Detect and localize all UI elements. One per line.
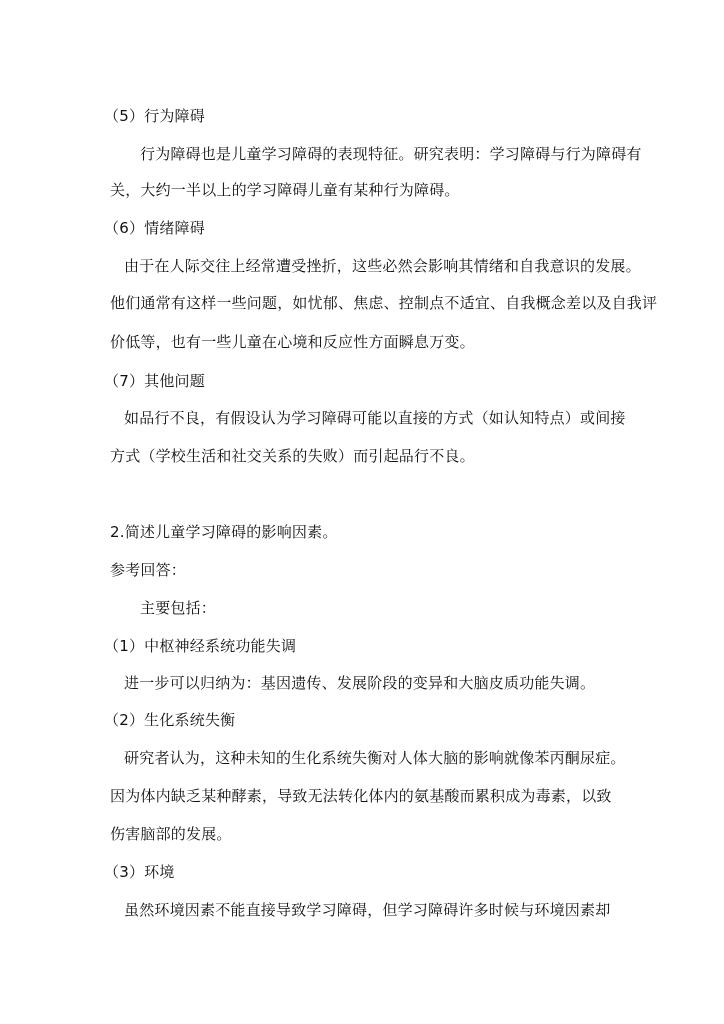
factor2-body-line-3: 伤害脑部的发展。 — [110, 825, 232, 843]
factor1-heading: （1）中枢神经系统功能失调 — [104, 637, 297, 655]
factor1-body: 进一步可以归纳为：基因遗传、发展阶段的变异和大脑皮质功能失调。 — [124, 674, 596, 692]
item5-body-line-1: 行为障碍也是儿童学习障碍的表现特征。研究表明：学习障碍与行为障碍有 — [140, 145, 642, 163]
question-title: 2.简述儿童学习障碍的影响因素。 — [110, 523, 338, 541]
item7-body-line-2: 方式（学校生活和社交关系的失败）而引起品行不良。 — [110, 447, 475, 465]
item6-body-line-3: 价低等，也有一些儿童在心境和反应性方面瞬息万变。 — [110, 333, 475, 351]
item7-heading: （7）其他问题 — [104, 372, 205, 390]
factor2-body-line-2: 因为体内缺乏某种酵素，导致无法转化体内的氨基酸而累积成为毒素，以致 — [110, 787, 612, 805]
answer-label: 参考回答： — [110, 561, 187, 579]
item7-body-line-1: 如品行不良，有假设认为学习障碍可能以直接的方式（如认知特点）或间接 — [124, 409, 626, 427]
answer-intro: 主要包括： — [140, 599, 217, 617]
item6-body-line-2: 他们通常有这样一些问题，如忧郁、焦虑、控制点不适宜、自我概念差以及自我评 — [110, 294, 658, 312]
item5-heading: （5）行为障碍 — [104, 107, 205, 125]
factor3-heading: （3）环境 — [104, 863, 175, 881]
item5-body-line-2: 关，大约一半以上的学习障碍儿童有某种行为障碍。 — [110, 181, 460, 199]
factor2-body-line-1: 研究者认为，这种未知的生化系统失衡对人体大脑的影响就像苯丙酮尿症。 — [124, 749, 626, 767]
item6-heading: （6）情绪障碍 — [104, 219, 205, 237]
factor2-heading: （2）生化系统失衡 — [104, 711, 236, 729]
item6-body-line-1: 由于在人际交往上经常遭受挫折，这些必然会影响其情绪和自我意识的发展。 — [124, 257, 641, 275]
factor3-body-line-1: 虽然环境因素不能直接导致学习障碍，但学习障碍许多时候与环境因素却 — [124, 901, 611, 919]
